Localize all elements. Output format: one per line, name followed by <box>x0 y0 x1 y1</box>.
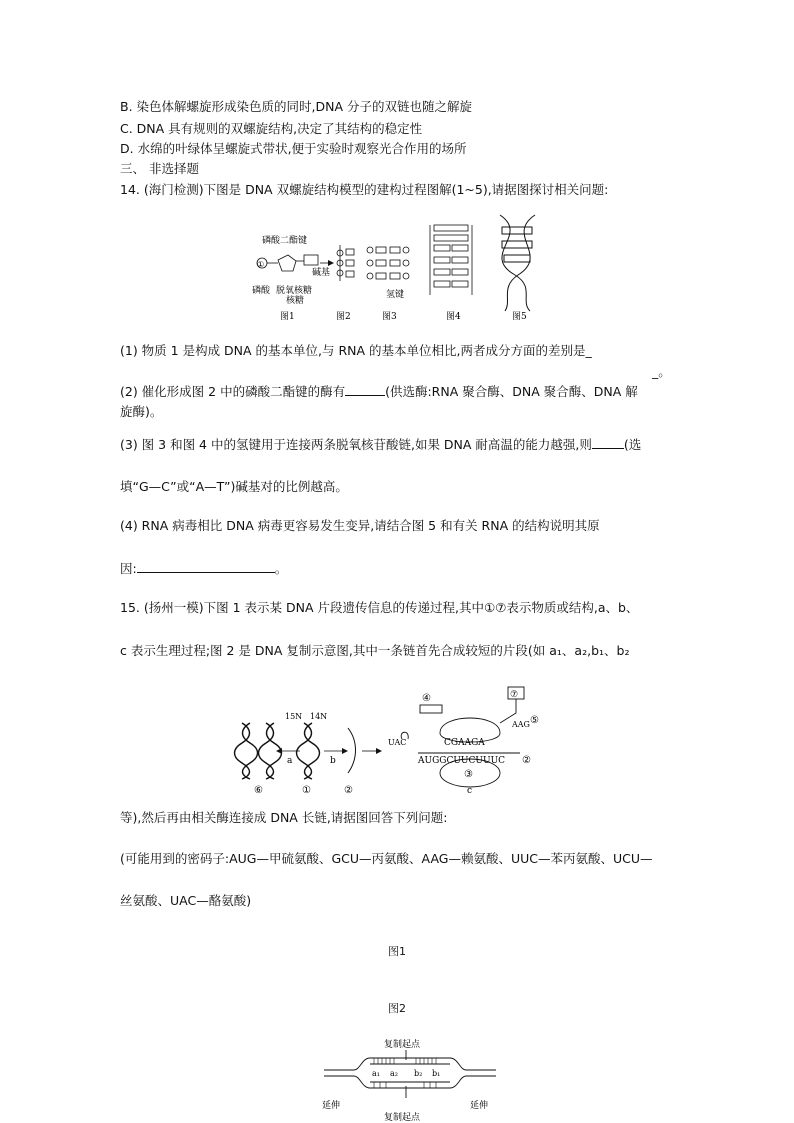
q14-p4b: 因: <box>120 561 137 576</box>
label-circ4: ④ <box>422 693 431 704</box>
q14-p2 <box>120 383 638 400</box>
option-d: D. 水绵的叶绿体呈螺旋式带状,便于实验时观察光合作用的场所 <box>120 141 467 156</box>
q14-p3 <box>120 436 641 453</box>
fig-caption-1: 图1 <box>280 312 295 322</box>
option-c: C. DNA 具有规则的双螺旋结构,决定了其结构的稳定性 <box>120 121 423 136</box>
extend-right-label: 延伸 <box>470 1101 489 1111</box>
fig2-caption: 图2 <box>388 1002 406 1015</box>
label-circ2b: ② <box>344 785 353 795</box>
origin-top-label: 复制起点 <box>384 1040 421 1050</box>
fig-caption-3: 图3 <box>382 312 397 322</box>
q14-p3-blank[interactable] <box>592 436 624 449</box>
q14-p1: (1) 物质 1 是构成 DNA 的基本单位,与 RNA 的基本单位相比,两者成分方面的差别是_ <box>120 343 592 358</box>
label-b: b <box>330 756 336 766</box>
label-circ7: ⑦ <box>510 690 519 700</box>
fig2-chain <box>337 245 354 281</box>
rna-strand <box>348 728 356 773</box>
q14-stem: 14. (海门检测)下图是 DNA 双螺旋结构模型的建构过程图解(1~5),请据图探讨相关问题: <box>120 182 609 197</box>
fig1-sugar-label: 脱氧核糖 <box>276 286 313 296</box>
fig-caption-2: 图2 <box>336 312 351 322</box>
label-15n: 15N <box>285 712 303 721</box>
q14-p4 <box>120 560 287 577</box>
fig-caption-4: 图4 <box>446 312 461 322</box>
label-a: a <box>287 756 293 766</box>
fig1-bond-label: 磷酸二酯键 <box>262 236 308 246</box>
q15-stem-3: 等),然后再由相关酶连接成 DNA 长链,请据图回答下列问题: <box>120 810 448 825</box>
fig5-helix <box>500 215 535 311</box>
fig1-num1: ① <box>257 260 265 269</box>
fig1-phosphate-label: 磷酸 <box>252 286 271 296</box>
q14-p2a: (2) 催化形成图 2 中的磷酸二酯键的酶有 <box>120 384 346 399</box>
q14-p2-blank[interactable] <box>345 383 385 396</box>
q14-p4c: 。 <box>274 561 288 576</box>
q14-p3b: (选 <box>623 437 642 452</box>
label-b2: b₂ <box>414 1069 423 1078</box>
ribosome <box>401 687 524 787</box>
q14-p4a: (4) RNA 病毒相比 DNA 病毒更容易发生变异,请结合图 5 和有关 RNA 的结构说明其原 <box>120 518 600 533</box>
label-circ1: ① <box>302 785 311 795</box>
q15-codons-2: 丝氨酸、UAC—酪氨酸) <box>120 893 252 908</box>
fig4-ladder <box>430 225 472 295</box>
extend-left-label: 延伸 <box>322 1101 341 1111</box>
label-14n: 14N <box>310 712 328 721</box>
q15-stem-1: 15. (扬州一模)下图 1 表示某 DNA 片段遗传信息的传递过程,其中①⑦表示物质或结构,a、b、 <box>120 600 639 615</box>
q15-codons-1: (可能用到的密码子:AUG—甲硫氨酸、GCU—丙氨酸、AAG—赖氨酸、UUC—苯丙氨酸、UCU— <box>120 851 653 866</box>
label-circ6: ⑥ <box>254 785 263 795</box>
replication-bubble <box>324 1050 496 1098</box>
fig3-hbond-label: 氢键 <box>386 290 405 300</box>
label-cgaaga: CGAAGA <box>444 738 485 748</box>
helix-6 <box>235 723 282 779</box>
section-heading: 三、 非选择题 <box>120 161 199 176</box>
fig-caption-5: 图5 <box>512 312 527 322</box>
q14-p3a: (3) 图 3 和图 4 中的氢键用于连接两条脱氧核苷酸链,如果 DNA 耐高温的能力越强,则 <box>120 437 592 452</box>
label-mrna: AUGGCUUCUUUC <box>418 756 506 766</box>
q15-stem-2: c 表示生理过程;图 2 是 DNA 复制示意图,其中一条链首先合成较短的片段(如 a₁、a₂,b₁、b₂ <box>120 643 630 658</box>
q14-p2b: (供选酶:RNA 聚合酶、DNA 聚合酶、DNA 解 <box>385 384 638 399</box>
fig1-sugar-label-2: 核糖 <box>286 296 305 306</box>
q14-p1-end: _。 <box>652 364 671 379</box>
origin-bottom-label: 复制起点 <box>384 1113 421 1122</box>
label-circ5: ⑤ <box>530 715 539 726</box>
option-b: B. 染色体解螺旋形成染色质的同时,DNA 分子的双链也随之解旋 <box>120 99 472 114</box>
fig1-base-label: 碱基 <box>312 268 331 278</box>
label-circ3: ③ <box>464 769 473 780</box>
label-c: c <box>467 786 473 795</box>
label-uac: UAC <box>388 738 407 747</box>
label-a2: a₂ <box>390 1069 398 1078</box>
label-a1: a₁ <box>372 1069 380 1078</box>
strand-ticks <box>374 1058 436 1088</box>
q15-figure-1 <box>230 683 560 795</box>
label-b1: b₁ <box>432 1069 441 1078</box>
q14-figure <box>250 205 550 323</box>
q15-figure-2 <box>320 1036 500 1122</box>
label-aag: AAG <box>512 720 530 729</box>
label-circ2: ② <box>522 755 531 766</box>
fig1-caption: 图1 <box>388 945 406 958</box>
q14-p3c: 填“G—C”或“A—T”)碱基对的比例越高。 <box>120 479 348 494</box>
q14-p2c: 旋酶)。 <box>120 404 163 419</box>
q14-p4-blank[interactable] <box>137 560 275 573</box>
fig3-double-chain <box>367 247 409 279</box>
